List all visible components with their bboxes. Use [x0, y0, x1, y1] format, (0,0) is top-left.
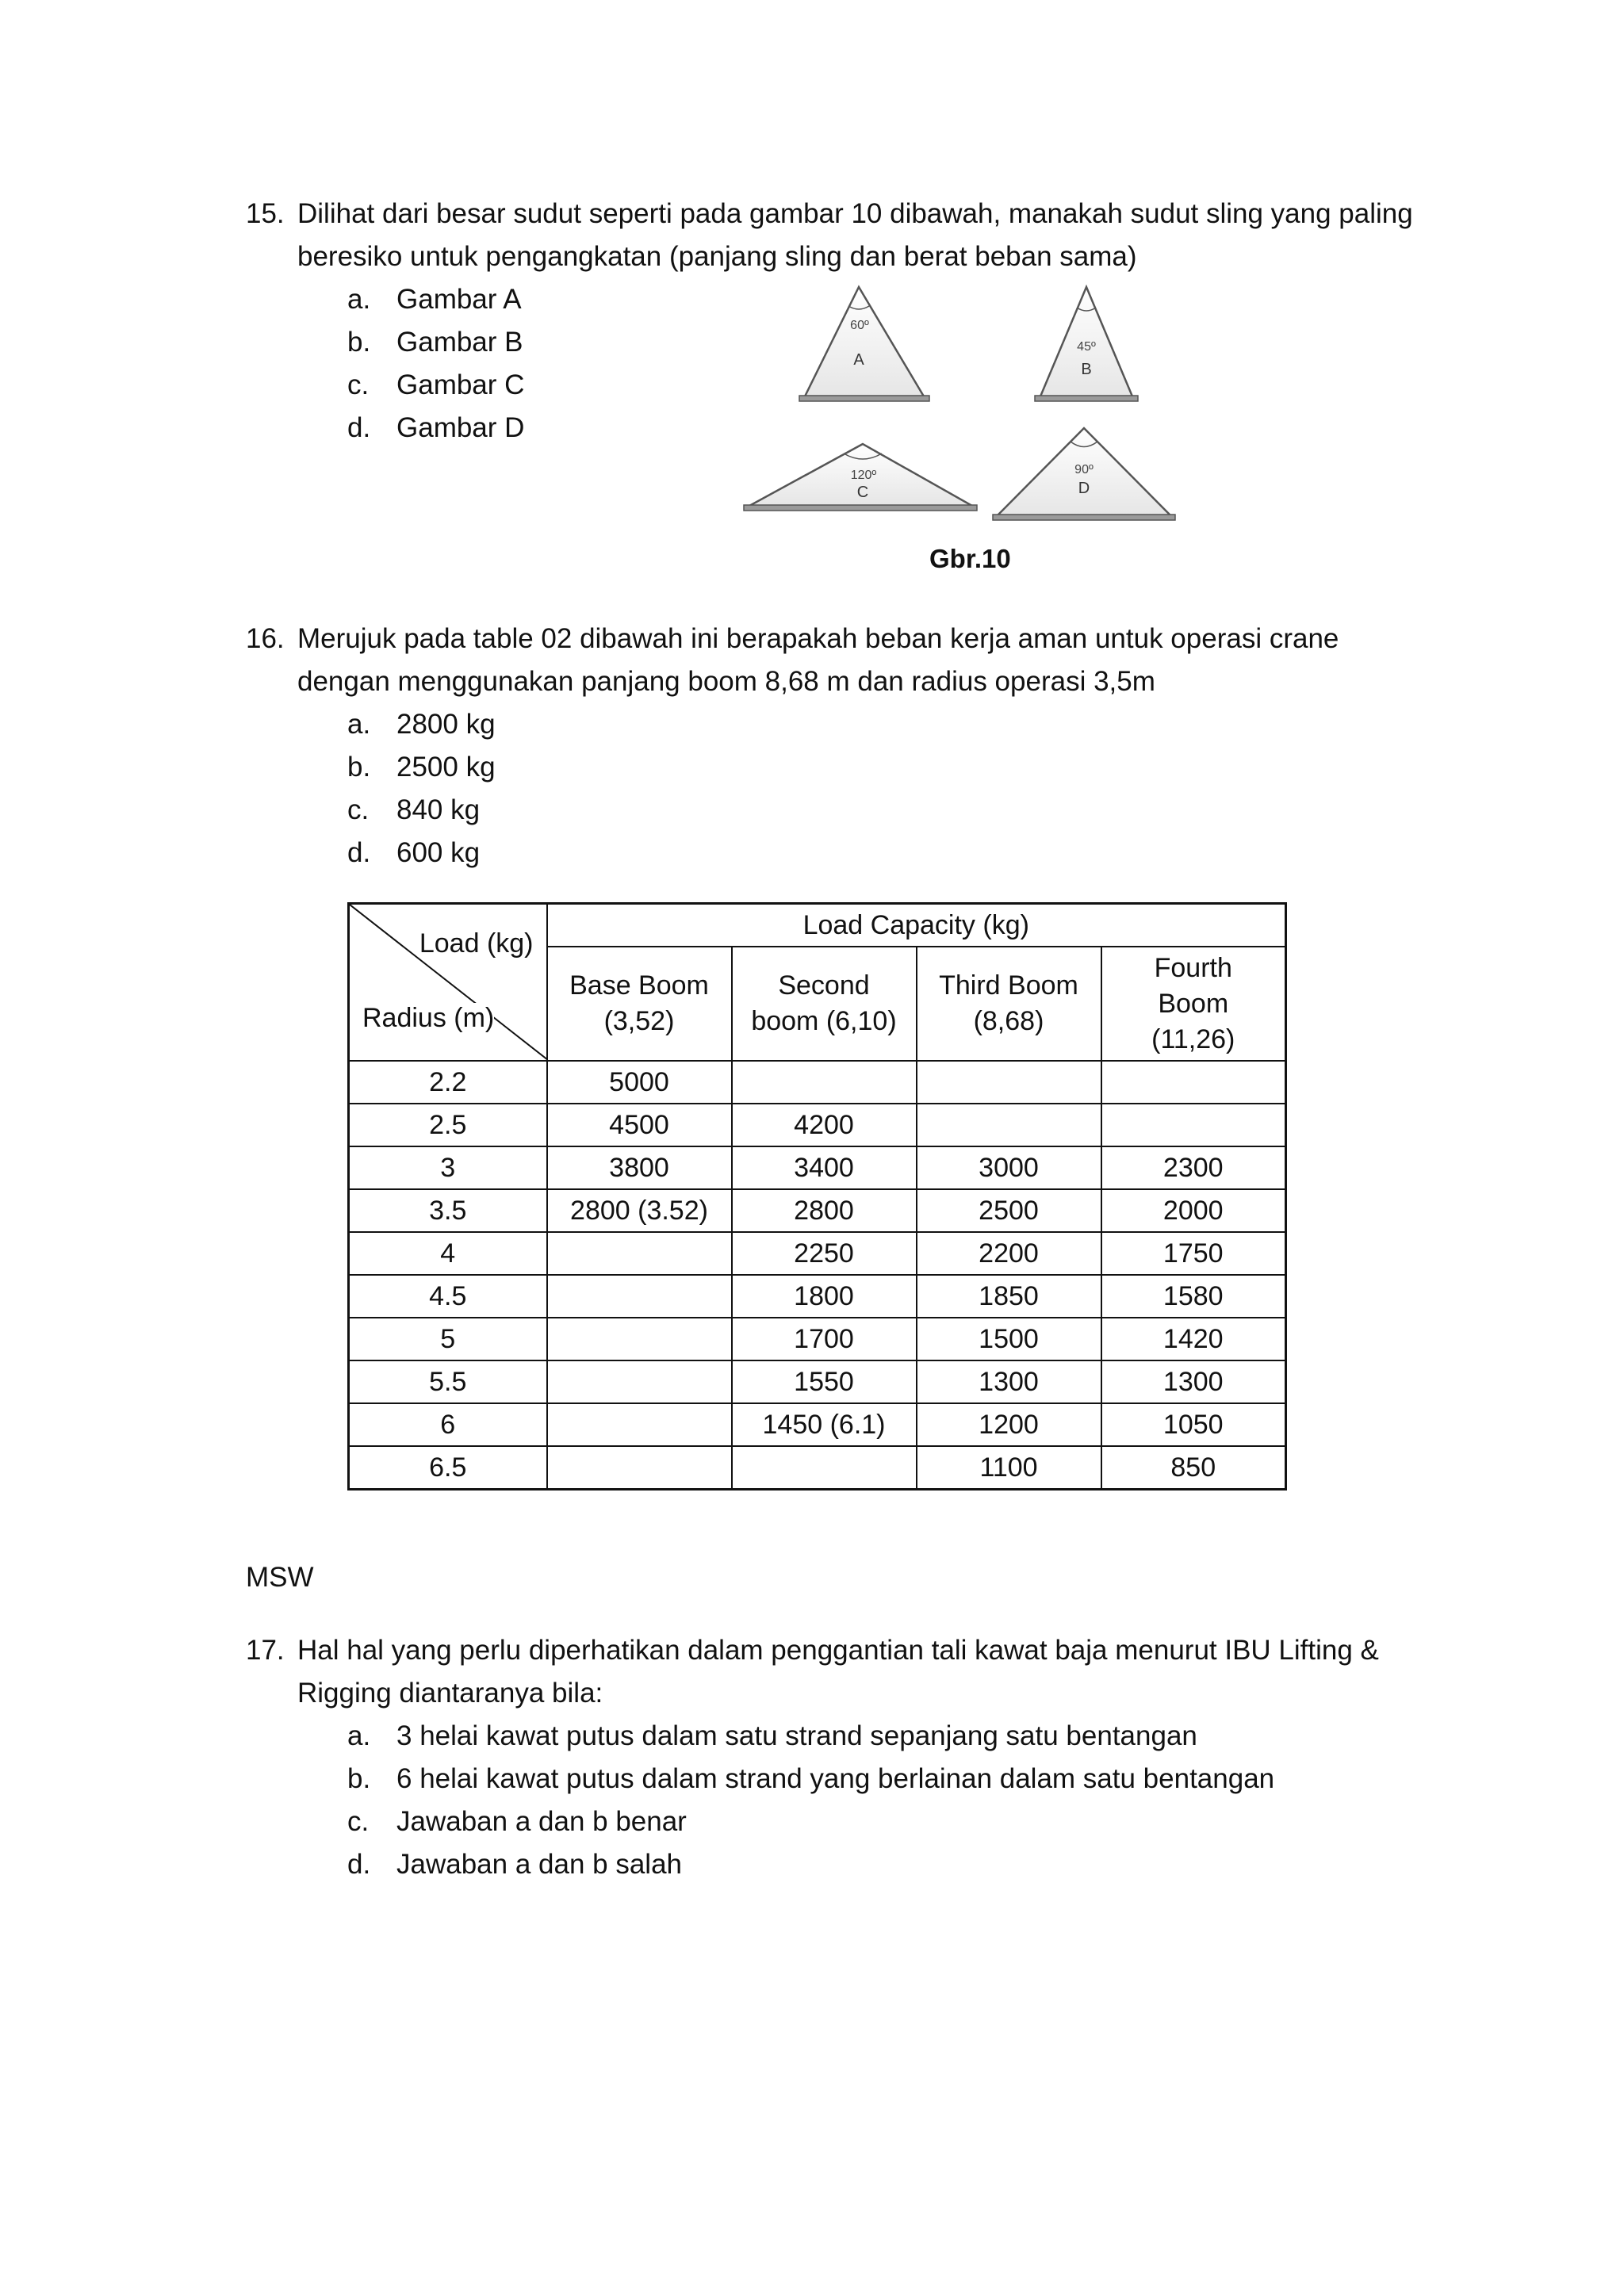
- angle-label: 90º: [1074, 463, 1094, 476]
- header-line: boom (6,10): [751, 1006, 897, 1037]
- column-header-base-boom: [547, 947, 732, 1061]
- table-cell: [732, 1446, 917, 1490]
- msw-label: MSW: [246, 1562, 314, 1593]
- header-line: (8,68): [973, 1006, 1044, 1037]
- table-cell: [547, 1360, 732, 1403]
- triangle-a: [799, 287, 929, 401]
- table-cell: [547, 1275, 732, 1318]
- table-cell: 5000: [547, 1061, 732, 1104]
- question-text-line-2: dengan menggunakan panjang boom 8,68 m dan radius operasi 3,5m: [297, 666, 1155, 697]
- table-cell: [1101, 1104, 1286, 1146]
- table-cell: 1500: [917, 1318, 1101, 1360]
- radius-cell: 5.5: [349, 1360, 547, 1403]
- table-cell: 3000: [917, 1146, 1101, 1189]
- table-cell: 1750: [1101, 1232, 1286, 1275]
- option-letter: b.: [347, 1763, 371, 1794]
- table-cell: 2800 (3.52): [547, 1189, 732, 1232]
- table-cell: 1050: [1101, 1403, 1286, 1446]
- question-text-line-2: Rigging diantaranya bila:: [297, 1678, 603, 1709]
- radius-cell: 3.5: [349, 1189, 547, 1232]
- triangle-c: [744, 444, 977, 511]
- column-header-fourth-boom: [1101, 947, 1286, 1061]
- table-row: [349, 1232, 1286, 1275]
- option-text: Jawaban a dan b salah: [396, 1849, 682, 1880]
- header-line: Base Boom: [569, 970, 709, 1001]
- table-cell: 1550: [732, 1360, 917, 1403]
- option-text: Gambar D: [396, 412, 525, 443]
- table-row: [349, 1318, 1286, 1360]
- table-cell: 2200: [917, 1232, 1101, 1275]
- table-cell: 3400: [732, 1146, 917, 1189]
- question-number: 17.: [246, 1635, 285, 1666]
- option-text: 2500 kg: [396, 752, 496, 783]
- load-capacity-header: Load Capacity (kg): [547, 904, 1286, 947]
- option-letter: b.: [347, 752, 371, 783]
- column-header-second-boom: [732, 947, 917, 1061]
- question-text-line-2: beresiko untuk pengangkatan (panjang sling dan berat beban sama): [297, 241, 1137, 272]
- table-row: [349, 1275, 1286, 1318]
- triangle-letter: A: [853, 351, 864, 369]
- header-line: (3,52): [603, 1006, 675, 1037]
- question-text-line-1: Hal hal yang perlu diperhatikan dalam penggantian tali kawat baja menurut IBU Lifting &: [297, 1635, 1379, 1666]
- table-cell: 1580: [1101, 1275, 1286, 1318]
- radius-cell: 6.5: [349, 1446, 547, 1490]
- triangle-letter: C: [856, 484, 869, 501]
- option-letter: d.: [347, 412, 371, 443]
- angle-label: 45º: [1077, 340, 1096, 354]
- table-cell: 2300: [1101, 1146, 1286, 1189]
- table-row: [349, 1446, 1286, 1490]
- question-number: 16.: [246, 623, 285, 654]
- column-header-third-boom: [917, 947, 1101, 1061]
- corner-header-cell: [349, 904, 547, 1062]
- triangle-d: [993, 428, 1175, 520]
- table-cell: [917, 1061, 1101, 1104]
- header-line: Boom: [1158, 988, 1229, 1019]
- option-text: 3 helai kawat putus dalam satu strand sepanjang satu bentangan: [396, 1720, 1197, 1751]
- table-row: [349, 1189, 1286, 1232]
- table-cell: 2800: [732, 1189, 917, 1232]
- option-letter: c.: [347, 794, 370, 825]
- triangle-letter: D: [1078, 480, 1090, 497]
- table-cell: [547, 1232, 732, 1275]
- angle-label: 120º: [850, 469, 877, 482]
- option-letter: b.: [347, 327, 371, 358]
- table-cell: 4500: [547, 1104, 732, 1146]
- radius-cell: 3: [349, 1146, 547, 1189]
- table-cell: 4200: [732, 1104, 917, 1146]
- header-line: Fourth: [1154, 952, 1232, 983]
- table-cell: 2500: [917, 1189, 1101, 1232]
- option-text: 2800 kg: [396, 709, 496, 740]
- table-cell: [547, 1403, 732, 1446]
- triangle-b: [1035, 287, 1138, 401]
- option-text: Gambar C: [396, 369, 525, 400]
- table-cell: [732, 1061, 917, 1104]
- corner-bottom-label: Radius (m): [362, 1003, 495, 1033]
- table-cell: 1850: [917, 1275, 1101, 1318]
- table-cell: 1300: [917, 1360, 1101, 1403]
- option-letter: c.: [347, 1806, 370, 1837]
- table-row: [349, 1360, 1286, 1403]
- header-line: (11,26): [1151, 1024, 1235, 1054]
- radius-cell: 6: [349, 1403, 547, 1446]
- radius-cell: 4.5: [349, 1275, 547, 1318]
- table-cell: 1300: [1101, 1360, 1286, 1403]
- table-cell: 1420: [1101, 1318, 1286, 1360]
- header-line: Second: [778, 970, 870, 1001]
- option-text: 840 kg: [396, 794, 481, 825]
- corner-top-label: Load (kg): [419, 928, 534, 959]
- question-text-line-1: Dilihat dari besar sudut seperti pada gambar 10 dibawah, manakah sudut sling yang paling: [297, 198, 1413, 229]
- option-letter: a.: [347, 709, 371, 740]
- load-capacity-table: [347, 902, 1287, 1490]
- option-text: 6 helai kawat putus dalam strand yang berlainan dalam satu bentangan: [396, 1763, 1275, 1794]
- table-row: [349, 1104, 1286, 1146]
- table-cell: 1200: [917, 1403, 1101, 1446]
- option-letter: d.: [347, 837, 371, 868]
- table-cell: 1700: [732, 1318, 917, 1360]
- table-cell: [547, 1318, 732, 1360]
- angle-label: 60º: [850, 319, 869, 332]
- option-text: Gambar A: [396, 284, 522, 315]
- table-cell: 3800: [547, 1146, 732, 1189]
- radius-cell: 2.5: [349, 1104, 547, 1146]
- sling-angle-figure: [737, 279, 1189, 580]
- header-line: Third Boom: [939, 970, 1078, 1001]
- option-letter: a.: [347, 1720, 371, 1751]
- option-letter: a.: [347, 284, 371, 315]
- table-cell: 850: [1101, 1446, 1286, 1490]
- option-text: 600 kg: [396, 837, 481, 868]
- option-letter: d.: [347, 1849, 371, 1880]
- radius-cell: 5: [349, 1318, 547, 1360]
- table-cell: 1800: [732, 1275, 917, 1318]
- question-number: 15.: [246, 198, 285, 229]
- table-cell: 1450 (6.1): [732, 1403, 917, 1446]
- table-cell: 2000: [1101, 1189, 1286, 1232]
- table-row: [349, 1146, 1286, 1189]
- table-row: [349, 1061, 1286, 1104]
- table-cell: [917, 1104, 1101, 1146]
- option-text: Jawaban a dan b benar: [396, 1806, 687, 1837]
- radius-cell: 4: [349, 1232, 547, 1275]
- question-text-line-1: Merujuk pada table 02 dibawah ini berapakah beban kerja aman untuk operasi crane: [297, 623, 1339, 654]
- table-row: [349, 1403, 1286, 1446]
- table-cell: 2250: [732, 1232, 917, 1275]
- figure-caption: Gbr.10: [929, 544, 1011, 573]
- option-letter: c.: [347, 369, 370, 400]
- table-cell: [1101, 1061, 1286, 1104]
- option-text: Gambar B: [396, 327, 523, 358]
- triangle-letter: B: [1081, 361, 1092, 378]
- table-cell: [547, 1446, 732, 1490]
- radius-cell: 2.2: [349, 1061, 547, 1104]
- table-cell: 1100: [917, 1446, 1101, 1490]
